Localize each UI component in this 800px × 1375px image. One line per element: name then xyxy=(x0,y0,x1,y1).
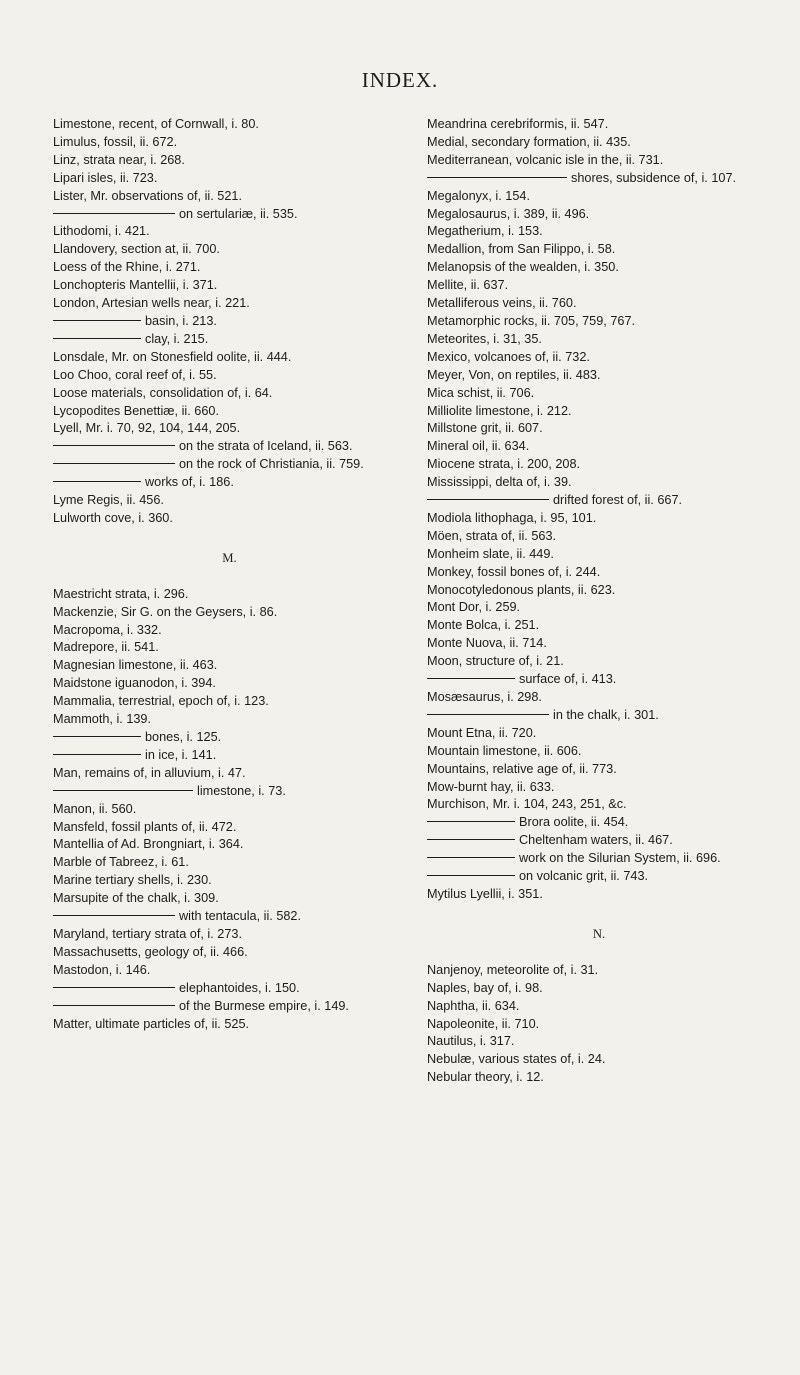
index-subentry xyxy=(427,814,771,832)
entry-text: Monheim slate, ii. 449. xyxy=(427,546,554,561)
index-entry xyxy=(427,349,771,367)
section-letter: N. xyxy=(592,926,606,941)
index-entry xyxy=(427,689,771,707)
entry-text: Magnesian limestone, ii. 463. xyxy=(53,658,218,673)
index-entry xyxy=(427,116,771,134)
entry-text: Lulworth cove, i. 360. xyxy=(53,510,173,525)
entry-text: Moon, structure of, i. 21. xyxy=(427,654,564,669)
entry-text: Mellite, ii. 637. xyxy=(427,278,509,293)
ditto-dash xyxy=(53,915,175,916)
index-subentry xyxy=(53,729,406,747)
entry-text: Mount Etna, ii. 720. xyxy=(427,725,537,740)
index-entry xyxy=(53,890,406,908)
index-entry xyxy=(427,438,771,456)
entry-text: Meteorites, i. 31, 35. xyxy=(427,331,542,346)
index-entry xyxy=(427,599,771,617)
index-entry xyxy=(53,586,406,604)
entry-text: Nebulæ, various states of, i. 24. xyxy=(427,1052,606,1067)
entry-text: works of, i. 186. xyxy=(145,475,234,490)
entry-text: Macropoma, i. 332. xyxy=(53,622,162,637)
entry-text: Mackenzie, Sir G. on the Geysers, i. 86. xyxy=(53,604,278,619)
ditto-dash xyxy=(427,839,515,840)
index-entry xyxy=(53,295,406,313)
index-entry xyxy=(53,639,406,657)
index-entry xyxy=(427,420,771,438)
entry-text: Massachusetts, geology of, ii. 466. xyxy=(53,944,248,959)
index-subentry xyxy=(53,456,406,474)
entry-text: with tentacula, ii. 582. xyxy=(179,909,302,924)
entry-text: Monkey, fossil bones of, i. 244. xyxy=(427,564,601,579)
entry-text: Linz, strata near, i. 268. xyxy=(53,152,185,167)
index-entry xyxy=(53,170,406,188)
index-entry xyxy=(53,962,406,980)
entry-text: Loose materials, consolidation of, i. 64. xyxy=(53,385,273,400)
entry-text: Monte Bolca, i. 251. xyxy=(427,618,540,633)
index-entry xyxy=(427,277,771,295)
index-subentry xyxy=(53,980,406,998)
entry-text: Brora oolite, ii. 454. xyxy=(519,815,629,830)
entry-text: Mow-burnt hay, ii. 633. xyxy=(427,779,555,794)
index-subentry xyxy=(427,832,771,850)
ditto-dash xyxy=(53,1005,175,1006)
index-entry xyxy=(53,657,406,675)
index-entry xyxy=(427,403,771,421)
entry-text: elephantoides, i. 150. xyxy=(179,980,300,995)
ditto-dash xyxy=(53,754,141,755)
entry-text: Mont Dor, i. 259. xyxy=(427,600,521,615)
index-entry xyxy=(53,259,406,277)
ditto-dash xyxy=(53,736,141,737)
entry-text: Lyme Regis, ii. 456. xyxy=(53,493,164,508)
entry-text: Mantellia of Ad. Brongniart, i. 364. xyxy=(53,837,244,852)
index-subentry xyxy=(53,783,406,801)
index-subentry xyxy=(427,850,771,868)
index-entry xyxy=(53,675,406,693)
index-entry xyxy=(53,385,406,403)
entry-text: Maidstone iguanodon, i. 394. xyxy=(53,676,216,691)
entry-text: Maestricht strata, i. 296. xyxy=(53,586,189,601)
entry-text: Megalosaurus, i. 389, ii. 496. xyxy=(427,206,590,221)
index-entry xyxy=(427,385,771,403)
index-entry xyxy=(427,259,771,277)
entry-text: Lithodomi, i. 421. xyxy=(53,224,150,239)
index-entry xyxy=(53,836,406,854)
entry-text: Meandrina cerebriformis, ii. 547. xyxy=(427,117,609,131)
index-entry xyxy=(427,582,771,600)
index-entry xyxy=(53,1016,406,1034)
index-entry xyxy=(427,546,771,564)
entry-text: Melanopsis of the wealden, i. 350. xyxy=(427,260,619,275)
entry-text: Manon, ii. 560. xyxy=(53,801,137,816)
entry-text: on sertulariæ, ii. 535. xyxy=(179,206,298,221)
ditto-dash xyxy=(53,338,141,339)
index-entry xyxy=(53,349,406,367)
index-entry xyxy=(53,188,406,206)
entry-text: Mammalia, terrestrial, epoch of, i. 123. xyxy=(53,694,269,709)
index-subentry xyxy=(53,747,406,765)
entry-text: in the chalk, i. 301. xyxy=(553,707,659,722)
index-entry xyxy=(53,116,406,134)
ditto-dash xyxy=(427,678,515,679)
index-entry xyxy=(53,134,406,152)
ditto-dash xyxy=(53,790,193,791)
entry-text: Megatherium, i. 153. xyxy=(427,224,543,239)
index-entry xyxy=(53,403,406,421)
entry-text: Lycopodites Benettiæ, ii. 660. xyxy=(53,403,219,418)
entry-text: Megalonyx, i. 154. xyxy=(427,188,530,203)
entry-text: Modiola lithophaga, i. 95, 101. xyxy=(427,510,597,525)
entry-text: Medallion, from San Filippo, i. 58. xyxy=(427,242,616,257)
index-entry xyxy=(427,295,771,313)
entry-text: Naples, bay of, i. 98. xyxy=(427,980,543,995)
index-entry xyxy=(53,604,406,622)
index-entry xyxy=(427,134,771,152)
index-subentry xyxy=(427,170,771,188)
entry-text: Mediterranean, volcanic isle in the, ii. 731. xyxy=(427,152,664,167)
index-subentry xyxy=(53,331,406,349)
index-entry xyxy=(53,926,406,944)
entry-text: Mosæsaurus, i. 298. xyxy=(427,690,542,704)
index-entry xyxy=(53,944,406,962)
index-subentry xyxy=(53,908,406,926)
index-subentry xyxy=(427,671,771,689)
entry-text: Loo Choo, coral reef of, i. 55. xyxy=(53,367,217,382)
entry-text: work on the Silurian System, ii. 696. xyxy=(519,851,721,866)
index-entry xyxy=(427,1033,771,1051)
ditto-dash xyxy=(53,320,141,321)
ditto-dash xyxy=(53,445,175,446)
entry-text: Naphtha, ii. 634. xyxy=(427,998,520,1013)
index-subentry xyxy=(53,998,406,1016)
index-entry xyxy=(53,223,406,241)
entry-text: Marine tertiary shells, i. 230. xyxy=(53,873,212,888)
entry-text: Nautilus, i. 317. xyxy=(427,1034,515,1049)
index-entry xyxy=(427,998,771,1016)
index-entry xyxy=(427,962,771,980)
index-entry xyxy=(53,622,406,640)
entry-text: basin, i. 213. xyxy=(145,313,217,328)
entry-text: in ice, i. 141. xyxy=(145,747,217,762)
entry-text: on volcanic grit, ii. 743. xyxy=(519,869,649,884)
index-subentry xyxy=(427,707,771,725)
entry-text: Milliolite limestone, i. 212. xyxy=(427,403,572,418)
entry-text: bones, i. 125. xyxy=(145,730,222,744)
entry-text: on the strata of Iceland, ii. 563. xyxy=(179,439,353,454)
index-entry xyxy=(427,886,771,904)
index-entry xyxy=(53,801,406,819)
entry-text: Mansfeld, fossil plants of, ii. 472. xyxy=(53,819,237,834)
index-entry xyxy=(427,564,771,582)
index-entry xyxy=(53,420,406,438)
ditto-dash xyxy=(427,821,515,822)
index-entry xyxy=(427,761,771,779)
entry-text: Nebular theory, i. 12. xyxy=(427,1070,544,1085)
entry-text: Mastodon, i. 146. xyxy=(53,962,151,977)
entry-text: Monocotyledonous plants, ii. 623. xyxy=(427,582,616,597)
index-subentry xyxy=(53,206,406,224)
ditto-dash xyxy=(427,857,515,858)
entry-text: Millstone grit, ii. 607. xyxy=(427,421,543,436)
ditto-dash xyxy=(427,177,567,178)
index-entry xyxy=(53,711,406,729)
index-entry xyxy=(427,206,771,224)
entry-text: Cheltenham waters, ii. 467. xyxy=(519,833,673,848)
index-subentry xyxy=(427,868,771,886)
index-entry xyxy=(427,796,771,814)
ditto-dash xyxy=(427,499,549,500)
index-entry xyxy=(427,779,771,797)
ditto-dash xyxy=(53,987,175,988)
index-column-right xyxy=(427,116,771,1087)
index-subentry xyxy=(427,492,771,510)
entry-text: Limulus, fossil, ii. 672. xyxy=(53,134,178,149)
index-entry xyxy=(427,188,771,206)
ditto-dash xyxy=(53,481,141,482)
entry-text: Maryland, tertiary strata of, i. 273. xyxy=(53,926,242,941)
entry-text: clay, i. 215. xyxy=(145,331,209,346)
index-entry xyxy=(427,474,771,492)
index-entry xyxy=(427,313,771,331)
index-entry xyxy=(427,223,771,241)
entry-text: Marble of Tabreez, i. 61. xyxy=(53,855,189,870)
entry-text: Lyell, Mr. i. 70, 92, 104, 144, 205. xyxy=(53,421,241,436)
entry-text: Lonsdale, Mr. on Stonesfield oolite, ii. 444. xyxy=(53,349,292,364)
index-entry xyxy=(427,743,771,761)
entry-text: Madrepore, ii. 541. xyxy=(53,640,159,655)
entry-text: on the rock of Christiania, ii. 759. xyxy=(179,457,364,472)
index-entry xyxy=(53,693,406,711)
index-entry xyxy=(53,819,406,837)
entry-text: Medial, secondary formation, ii. 435. xyxy=(427,134,631,149)
entry-text: Limestone, recent, of Cornwall, i. 80. xyxy=(53,117,259,131)
entry-text: Miocene strata, i. 200, 208. xyxy=(427,457,581,472)
ditto-dash xyxy=(427,875,515,876)
entry-text: of the Burmese empire, i. 149. xyxy=(179,998,349,1013)
index-entry xyxy=(427,456,771,474)
index-entry xyxy=(53,765,406,783)
index-entry xyxy=(427,1051,771,1069)
index-entry xyxy=(53,241,406,259)
page-title: INDEX. xyxy=(361,68,439,92)
entry-text: Mammoth, i. 139. xyxy=(53,712,152,727)
index-entry xyxy=(427,1069,771,1087)
entry-text: Loess of the Rhine, i. 271. xyxy=(53,260,201,275)
index-entry xyxy=(53,367,406,385)
section-letter: M. xyxy=(222,550,237,565)
entry-text: Mica schist, ii. 706. xyxy=(427,385,535,400)
index-entry xyxy=(427,1016,771,1034)
index-entry xyxy=(427,528,771,546)
index-entry xyxy=(53,872,406,890)
index-entry xyxy=(53,152,406,170)
index-entry xyxy=(427,367,771,385)
index-subentry xyxy=(53,474,406,492)
index-entry xyxy=(427,980,771,998)
index-entry xyxy=(53,492,406,510)
entry-text: surface of, i. 413. xyxy=(519,672,617,687)
index-entry xyxy=(427,241,771,259)
index-entry xyxy=(427,653,771,671)
entry-text: Murchison, Mr. i. 104, 243, 251, &c. xyxy=(427,797,627,812)
entry-text: Mountain limestone, ii. 606. xyxy=(427,743,582,758)
entry-text: London, Artesian wells near, i. 221. xyxy=(53,296,250,311)
index-entry xyxy=(427,617,771,635)
index-column-left xyxy=(53,116,406,1033)
entry-text: Nanjenoy, meteorolite of, i. 31. xyxy=(427,962,599,977)
entry-text: drifted forest of, ii. 667. xyxy=(553,493,683,508)
entry-text: limestone, i. 73. xyxy=(197,783,286,798)
entry-text: Marsupite of the chalk, i. 309. xyxy=(53,891,219,906)
index-entry xyxy=(427,331,771,349)
index-entry xyxy=(53,277,406,295)
ditto-dash xyxy=(53,463,175,464)
index-entry xyxy=(427,635,771,653)
entry-text: Lonchopteris Mantellii, i. 371. xyxy=(53,278,218,293)
entry-text: Metalliferous veins, ii. 760. xyxy=(427,296,577,311)
index-entry xyxy=(53,854,406,872)
entry-text: Napoleonite, ii. 710. xyxy=(427,1016,540,1031)
entry-text: shores, subsidence of, i. 107. xyxy=(571,170,737,185)
index-subentry xyxy=(53,313,406,331)
entry-text: Monte Nuova, ii. 714. xyxy=(427,636,547,651)
ditto-dash xyxy=(53,213,175,214)
entry-text: Mountains, relative age of, ii. 773. xyxy=(427,761,617,776)
ditto-dash xyxy=(427,714,549,715)
index-entry xyxy=(427,725,771,743)
index-entry xyxy=(427,152,771,170)
entry-text: Matter, ultimate particles of, ii. 525. xyxy=(53,1016,250,1031)
entry-text: Mississippi, delta of, i. 39. xyxy=(427,475,572,490)
entry-text: Lipari isles, ii. 723. xyxy=(53,170,158,185)
index-entry xyxy=(53,510,406,528)
entry-text: Man, remains of, in alluvium, i. 47. xyxy=(53,765,246,780)
entry-text: Mytilus Lyellii, i. 351. xyxy=(427,886,543,901)
entry-text: Mexico, volcanoes of, ii. 732. xyxy=(427,349,590,364)
entry-text: Metamorphic rocks, ii. 705, 759, 767. xyxy=(427,313,636,328)
entry-text: Möen, strata of, ii. 563. xyxy=(427,528,557,543)
entry-text: Lister, Mr. observations of, ii. 521. xyxy=(53,188,242,203)
entry-text: Meyer, Von, on reptiles, ii. 483. xyxy=(427,367,601,382)
index-entry xyxy=(427,510,771,528)
index-subentry xyxy=(53,438,406,456)
entry-text: Mineral oil, ii. 634. xyxy=(427,439,530,454)
entry-text: Llandovery, section at, ii. 700. xyxy=(53,242,220,257)
